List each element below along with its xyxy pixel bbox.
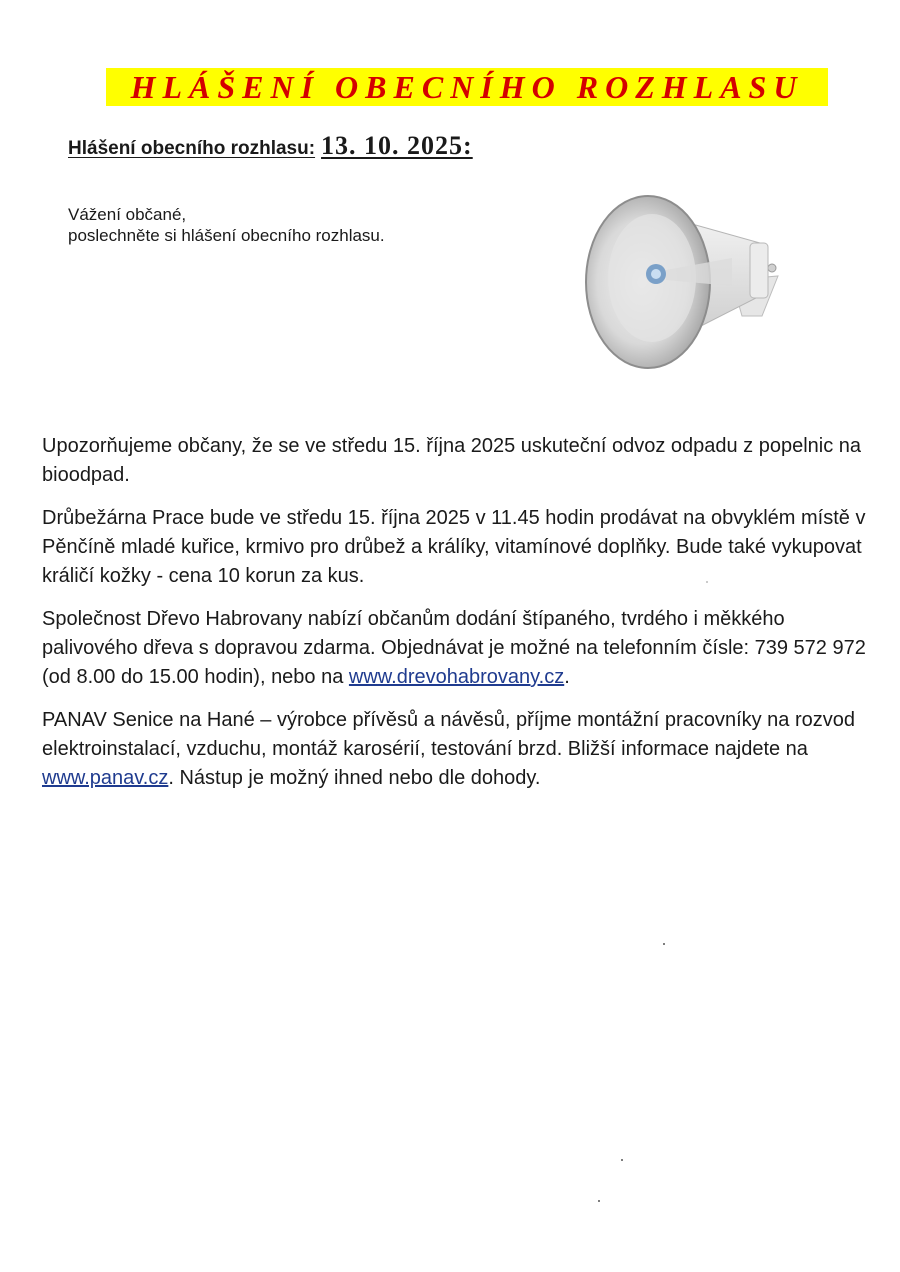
announcement-text: Společnost Dřevo Habrovany nabízí občanům dodání štípaného, tvrdého i měkkého palivového dřeva s dopravou zdarma. Objednávat je možné na telefonním čísle: 739 572 972 (od 8.00 do 15.00 hodin), nebo na: [42, 608, 866, 688]
loudspeaker-icon: [582, 188, 792, 378]
scan-speck: [706, 581, 708, 583]
scan-speck: [598, 1200, 600, 1202]
announcement-item: [42, 706, 872, 793]
announcement-item: [42, 504, 872, 591]
panav-link[interactable]: www.panav.cz: [42, 767, 169, 789]
scan-speck: [663, 943, 665, 945]
announcement-date: 13. 10. 2025:: [321, 131, 473, 160]
announcement-text: PANAV Senice na Hané – výrobce přívěsů a návěsů, příjme montážní pracovníky na rozvod elektroinstalací, vzduchu, montáž karosérií, testování brzd. Bližší informace najdete na: [42, 709, 856, 760]
heading-label: Hlášení obecního rozhlasu:: [68, 138, 316, 159]
drevohabrovany-link[interactable]: www.drevohabrovany.cz: [348, 666, 565, 688]
scan-speck: [621, 1159, 623, 1161]
announcement-heading: [68, 131, 473, 161]
greeting-line-1: Vážení občané,: [68, 205, 187, 224]
announcement-text-end: .: [564, 666, 570, 688]
loudspeaker-graphic: [582, 188, 792, 378]
title-banner: [106, 68, 828, 106]
greeting-line-2: poslechněte si hlášení obecního rozhlasu.: [68, 226, 385, 245]
announcement-item: [42, 432, 872, 490]
announcement-item: [42, 605, 872, 692]
announcement-list: [42, 432, 872, 807]
announcement-text-end: . Nástup je možný ihned nebo dle dohody.: [168, 767, 541, 789]
announcement-text: Drůbežárna Prace bude ve středu 15. října 2025 v 11.45 hodin prodávat na obvyklém místě v Pěnčíně mladé kuřice, krmivo pro drůbež a králíky, vitamínové doplňky. Bude také vykupovat králičí kožky - cena 10 korun za kus.: [42, 507, 866, 587]
page-title: HLÁŠENÍ OBECNÍHO ROZHLASU: [130, 68, 804, 105]
greeting: [68, 204, 385, 246]
announcement-text: Upozorňujeme občany, že se ve středu 15. října 2025 uskuteční odvoz odpadu z popelnic na bioodpad.: [42, 435, 862, 486]
